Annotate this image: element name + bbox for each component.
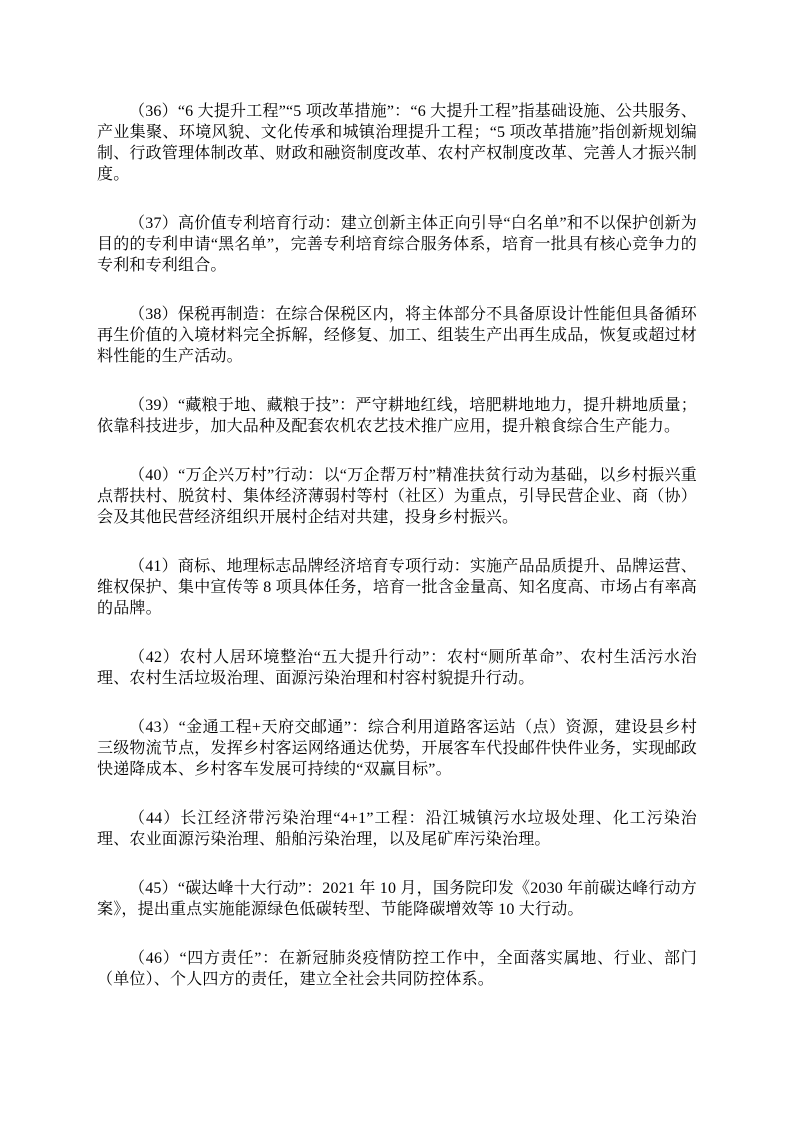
paragraph-45: （45）“碳达峰十大行动”：2021 年 10 月，国务院印发《2030 年前碳达峰行动方案》，提出重点实施能源绿色低碳转型、节能降碳增效等 10 大行动。 xyxy=(97,880,697,918)
paragraph-41: （41）商标、地理标志品牌经济培育专项行动：实施产品品质提升、品牌运营、维权保护、集中宣传等 8 项具体任务，培育一批含金量高、知名度高、市场占有率高的品牌。 xyxy=(97,558,697,617)
paragraph-36: （36）“6 大提升工程”“5 项改革措施”：“6 大提升工程”指基础设施、公共服务、产业集聚、环境风貌、文化传承和城镇治理提升工程；“5 项改革措施”指创新规划编制、行政管理体制改革、财政和融资制度改革、农村产权制度改革、完善人才振兴制度。 xyxy=(97,103,697,183)
paragraph-42: （42）农村人居环境整治“五大提升行动”：农村“厕所革命”、农村生活污水治理、农村生活垃圾治理、面源污染治理和村容村貌提升行动。 xyxy=(97,649,697,687)
paragraph-39: （39）“藏粮于地、藏粮于技”：严守耕地红线，培肥耕地地力，提升耕地质量；依靠科技进步，加大品种及配套农机农艺技术推广应用，提升粮食综合生产能力。 xyxy=(97,397,697,435)
paragraph-44: （44）长江经济带污染治理“4+1”工程：沿江城镇污水垃圾处理、化工污染治理、农业面源污染治理、船舶污染治理，以及尾矿库污染治理。 xyxy=(97,810,697,848)
paragraph-37: （37）高价值专利培育行动：建立创新主体正向引导“白名单”和不以保护创新为目的的专利申请“黑名单”，完善专利培育综合服务体系，培育一批具有核心竞争力的专利和专利组合。 xyxy=(97,215,697,274)
paragraph-46: （46）“四方责任”：在新冠肺炎疫情防控工作中，全面落实属地、行业、部门（单位）、个人四方的责任，建立全社会共同防控体系。 xyxy=(97,950,697,988)
paragraph-40: （40）“万企兴万村”行动：以“万企帮万村”精准扶贫行动为基础，以乡村振兴重点帮扶村、脱贫村、集体经济薄弱村等村（社区）为重点，引导民营企业、商（协）会及其他民营经济组织开展村企结对共建，投身乡村振兴。 xyxy=(97,467,697,526)
paragraph-43: （43）“金通工程+天府交邮通”：综合利用道路客运站（点）资源，建设县乡村三级物流节点，发挥乡村客运网络通达优势，开展客车代投邮件快件业务，实现邮政快递降成本、乡村客车发展可持续的“双赢目标”。 xyxy=(97,719,697,778)
paragraph-38: （38）保税再制造：在综合保税区内，将主体部分不具备原设计性能但具备循环再生价值的入境材料完全拆解，经修复、加工、组装生产出再生成品，恢复或超过材料性能的生产活动。 xyxy=(97,306,697,365)
